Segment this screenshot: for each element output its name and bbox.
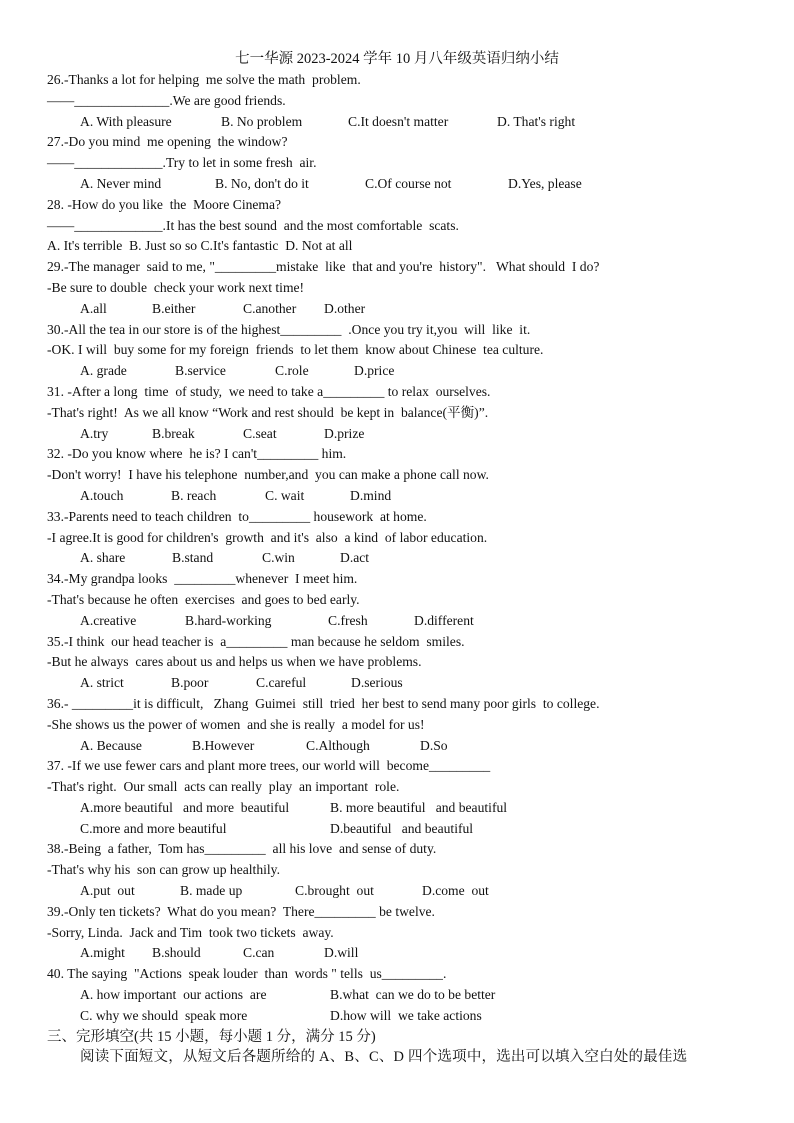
dialogue-line: ——_____________.It has the best sound and the most comfortable scats. bbox=[47, 217, 459, 233]
answer-option: B.service bbox=[175, 363, 226, 379]
answer-option: C.fresh bbox=[328, 612, 368, 628]
answer-option: D.act bbox=[340, 550, 370, 566]
answer-options bbox=[47, 611, 767, 632]
answer-option: B.poor bbox=[171, 675, 209, 691]
question-stem: 35.-I think our head teacher is a_________ man because he seldom smiles. bbox=[47, 633, 465, 649]
dialogue-line: -That's right. Our small acts can really play an important role. bbox=[47, 779, 400, 795]
answer-option: C.It doesn't matter bbox=[348, 113, 449, 129]
answer-options bbox=[47, 673, 767, 694]
answer-option: A. how important our actions are bbox=[80, 987, 267, 1003]
answer-option: D.will bbox=[324, 945, 359, 961]
question-stem: 36.- _________it is difficult, Zhang Guimei still tried her best to send many poor girls to college. bbox=[47, 695, 600, 711]
answer-option: A.put out bbox=[80, 883, 135, 899]
answer-option: B. No, don't do it bbox=[215, 175, 309, 191]
answer-options bbox=[47, 424, 767, 445]
answer-option: B.what can we do to be better bbox=[330, 987, 496, 1003]
answer-option: B.break bbox=[152, 425, 195, 441]
dialogue-line: -That's why his son can grow up healthily. bbox=[47, 862, 280, 878]
answer-option: B.hard-working bbox=[185, 612, 272, 628]
answer-option: C.brought out bbox=[295, 883, 374, 899]
dialogue-line: -OK. I will buy some for my foreign friends to let them know about Chinese tea culture. bbox=[47, 342, 544, 358]
question-stem: 33.-Parents need to teach children to_________ housework at home. bbox=[47, 508, 427, 524]
answer-option: C.Although bbox=[306, 737, 370, 753]
section-instruction: 阅读下面短文，从短文后各题所给的 A、B、C、D 四个选项中，选出可以填入空白处的最佳选 bbox=[80, 1049, 688, 1066]
answer-option: D.So bbox=[420, 737, 448, 753]
answer-options bbox=[47, 819, 767, 840]
question-stem: 34.-My grandpa looks _________whenever I meet him. bbox=[47, 571, 358, 587]
dialogue-line: -Don't worry! I have his telephone number,and you can make a phone call now. bbox=[47, 467, 489, 483]
answer-option: C.win bbox=[262, 550, 295, 566]
answer-option: A.more beautiful and more beautiful bbox=[80, 799, 290, 815]
answer-option: D.different bbox=[414, 612, 474, 628]
answer-option: B.However bbox=[192, 737, 255, 753]
dialogue-line: ——______________.We are good friends. bbox=[47, 92, 286, 108]
page-title: 七一华源 2023-2024 学年 10 月八年级英语归纳小结 bbox=[235, 51, 559, 67]
question-stem: 40. The saying "Actions speak louder than words " tells us_________. bbox=[47, 966, 447, 982]
answer-option: C.more and more beautiful bbox=[80, 820, 227, 836]
answer-option: D.mind bbox=[350, 487, 392, 503]
section-heading: 三、完形填空(共 15 小题，每小题 1 分，满分 15 分) bbox=[47, 1028, 376, 1045]
answer-option: A.might bbox=[80, 945, 125, 961]
answer-option: C.role bbox=[275, 363, 309, 379]
answer-option: A.creative bbox=[80, 612, 137, 628]
answer-options bbox=[47, 174, 767, 195]
answer-option: A.touch bbox=[80, 487, 124, 503]
answer-options bbox=[47, 798, 767, 819]
dialogue-line: -I agree.It is good for children's growth and it's also a kind of labor education. bbox=[47, 529, 488, 545]
answer-option: D.price bbox=[354, 363, 395, 379]
answer-option: D.prize bbox=[324, 425, 365, 441]
answer-option: D.Yes, please bbox=[508, 175, 582, 191]
dialogue-line: -Be sure to double check your work next time! bbox=[47, 279, 305, 295]
answer-option: D. That's right bbox=[497, 113, 576, 129]
answer-options bbox=[47, 736, 767, 757]
answer-option: D.come out bbox=[422, 883, 489, 899]
answer-option: B. No problem bbox=[221, 113, 303, 129]
question-list bbox=[47, 70, 767, 1068]
answer-option: D.how will we take actions bbox=[330, 1007, 482, 1023]
answer-option: A. grade bbox=[80, 363, 127, 379]
answer-option: D.beautiful and beautiful bbox=[330, 820, 474, 836]
dialogue-line: -That's because he often exercises and goes to bed early. bbox=[47, 591, 360, 607]
dialogue-line: -But he always cares about us and helps us when we have problems. bbox=[47, 654, 422, 670]
answer-option: C.Of course not bbox=[365, 175, 452, 191]
dialogue-line: A. It's terrible B. Just so so C.It's fantastic D. Not at all bbox=[47, 238, 353, 254]
question-stem: 28. -How do you like the Moore Cinema? bbox=[47, 196, 282, 212]
answer-option: B.either bbox=[152, 300, 196, 316]
dialogue-line: ——_____________.Try to let in some fresh air. bbox=[47, 155, 317, 171]
answer-option: A.try bbox=[80, 425, 109, 441]
answer-option: D.other bbox=[324, 300, 366, 316]
answer-option: A.all bbox=[80, 300, 107, 316]
answer-option: C.careful bbox=[256, 675, 307, 691]
answer-option: B. made up bbox=[180, 883, 243, 899]
answer-option: C.can bbox=[243, 945, 275, 961]
answer-option: A. With pleasure bbox=[80, 113, 172, 129]
dialogue-line: -She shows us the power of women and she is really a model for us! bbox=[47, 716, 425, 732]
question-stem: 26.-Thanks a lot for helping me solve the math problem. bbox=[47, 72, 361, 87]
answer-option: C. wait bbox=[265, 487, 305, 503]
dialogue-line: -That's right! As we all know “Work and rest should be kept in balance(平衡)”. bbox=[47, 404, 489, 420]
answer-option: A. Because bbox=[80, 737, 142, 753]
answer-options bbox=[47, 361, 767, 382]
answer-option: B. more beautiful and beautiful bbox=[330, 799, 508, 815]
answer-options bbox=[47, 943, 767, 964]
answer-option: A. share bbox=[80, 550, 126, 566]
answer-option: B.should bbox=[152, 945, 201, 961]
question-stem: 37. -If we use fewer cars and plant more trees, our world will become_________ bbox=[47, 758, 491, 774]
dialogue-line: -Sorry, Linda. Jack and Tim took two tickets away. bbox=[47, 924, 334, 940]
question-stem: 30.-All the tea in our store is of the highest_________ .Once you try it,you will like it. bbox=[47, 321, 531, 337]
answer-options bbox=[47, 881, 767, 902]
question-stem: 38.-Being a father, Tom has_________ all his love and sense of duty. bbox=[47, 841, 437, 857]
answer-option: D.serious bbox=[351, 675, 403, 691]
answer-options bbox=[47, 299, 767, 320]
answer-option: B. reach bbox=[171, 487, 217, 503]
answer-options bbox=[47, 548, 767, 569]
question-stem: 31. -After a long time of study, we need to take a_________ to relax ourselves. bbox=[47, 383, 491, 399]
answer-option: C.seat bbox=[243, 425, 277, 441]
answer-options bbox=[47, 486, 767, 507]
question-stem: 39.-Only ten tickets? What do you mean? There_________ be twelve. bbox=[47, 903, 435, 919]
answer-option: A. strict bbox=[80, 675, 124, 691]
question-stem: 27.-Do you mind me opening the window? bbox=[47, 134, 288, 150]
question-stem: 29.-The manager said to me, "_________mistake like that and you're history". What should I do? bbox=[47, 259, 600, 275]
answer-option: A. Never mind bbox=[80, 175, 162, 191]
question-stem: 32. -Do you know where he is? I can't_________ him. bbox=[47, 446, 347, 462]
answer-options bbox=[47, 985, 767, 1006]
answer-option: C.another bbox=[243, 300, 297, 316]
answer-option: C. why we should speak more bbox=[80, 1007, 248, 1023]
answer-options bbox=[47, 1006, 767, 1027]
answer-options bbox=[47, 112, 767, 133]
answer-option: B.stand bbox=[172, 550, 214, 566]
